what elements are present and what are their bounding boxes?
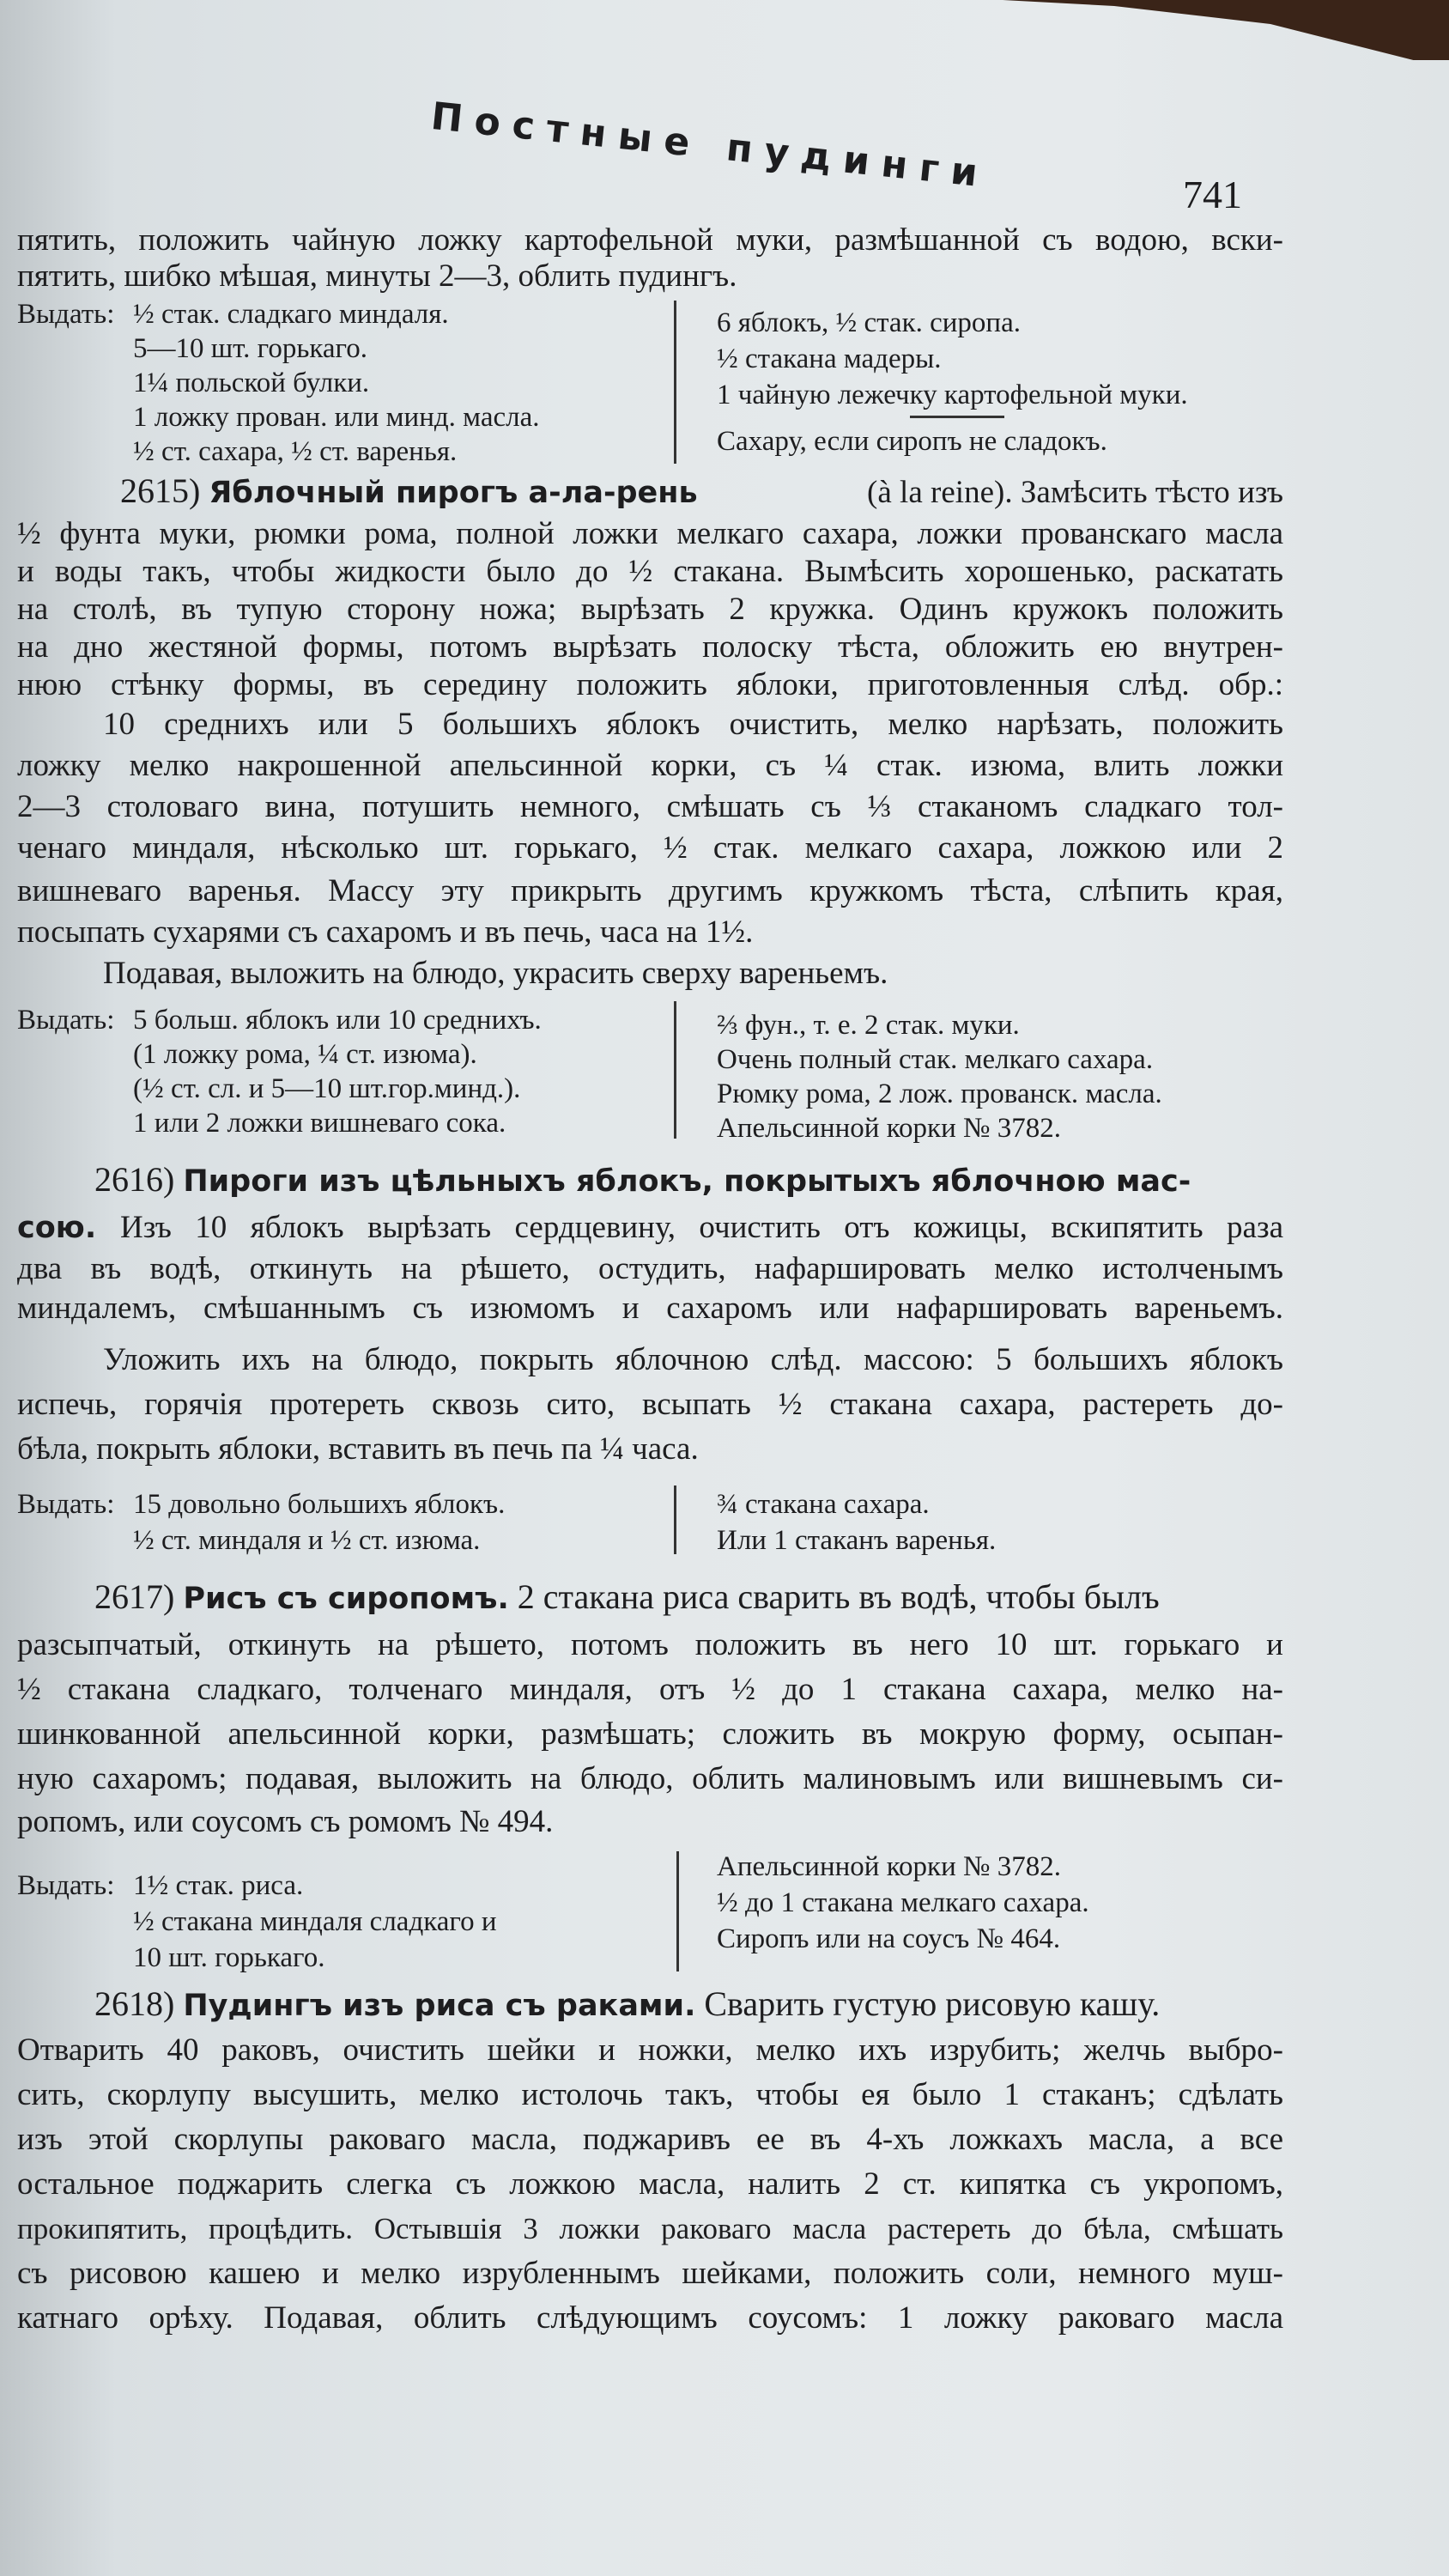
recipe-heading-2616 bbox=[94, 1161, 1191, 1200]
ingredient: 15 довольно большихъ яблокъ. bbox=[133, 1489, 506, 1520]
column-divider bbox=[674, 301, 676, 464]
ingredient: Апельсинной корки № 3782. bbox=[717, 1113, 1061, 1144]
recipe-title: Пироги изъ цѣльныхъ яблокъ, покрытыхъ яблочною мас- bbox=[183, 1164, 1191, 1199]
ingredient: ¾ стакана сахара. bbox=[717, 1489, 930, 1520]
ingredients-label: Выдать: bbox=[17, 299, 115, 330]
recipe-title: Пудингъ изъ риса съ раками. bbox=[183, 1989, 696, 2023]
text-line: 2—3 столоваго вина, потушить немного, смѣшать съ ⅓ стаканомъ сладкаго тол- bbox=[17, 789, 1283, 824]
column-divider bbox=[674, 1485, 676, 1554]
separator-rule bbox=[910, 416, 1004, 418]
text-line: сить, скорлупу высушить, мелко истолочь такъ, чтобы ея было 1 стаканъ; сдѣлать bbox=[17, 2077, 1283, 2112]
ingredient: ⅔ фун., т. е. 2 стак. муки. bbox=[717, 1010, 1020, 1041]
text-line: бѣла, покрыть яблоки, вставить въ печь па ¼ часа. bbox=[17, 1431, 699, 1467]
text-line: миндалемъ, смѣшаннымъ съ изюмомъ и сахаромъ или нафаршировать вареньемъ. bbox=[17, 1291, 1283, 1326]
text-line: пятить, шибко мѣшая, минуты 2—3, облить пудингъ. bbox=[17, 258, 737, 294]
text-line: на дно жестяной формы, потомъ вырѣзать полоску тѣста, обложить ею внутрен- bbox=[17, 629, 1283, 665]
column-divider bbox=[674, 1001, 676, 1139]
text-line: Уложить ихъ на блюдо, покрыть яблочною слѣд. массою: 5 большихъ яблокъ bbox=[103, 1342, 1283, 1377]
page-number: 741 bbox=[1183, 173, 1242, 216]
text-line: на столѣ, въ тупую сторону ножа; вырѣзать 2 кружка. Одинъ кружокъ положить bbox=[17, 592, 1283, 627]
text-line: шинкованной апельсинной корки, размѣшать; сложить въ мокрую форму, осыпан- bbox=[17, 1716, 1283, 1752]
ingredient: 1 чайную лежечку картофельной муки. bbox=[717, 380, 1188, 410]
recipe-number: 2616) bbox=[94, 1160, 175, 1199]
ingredients-label: Выдать: bbox=[17, 1870, 115, 1901]
ingredient: 1½ стак. риса. bbox=[133, 1870, 304, 1901]
ingredient: 5 больш. яблокъ или 10 среднихъ. bbox=[133, 1005, 542, 1036]
recipe-title: Яблочный пирогъ а-ла-рень bbox=[209, 476, 698, 510]
ingredient: ½ ст. миндаля и ½ ст. изюма. bbox=[133, 1525, 481, 1556]
text-line: изъ этой скорлупы раковаго масла, поджаривъ ее въ 4-хъ ложкахъ масла, а все bbox=[17, 2122, 1283, 2157]
recipe-subtitle: (à la reine). Замѣсить тѣсто изъ bbox=[867, 475, 1283, 510]
ingredients-label: Выдать: bbox=[17, 1005, 115, 1036]
text-line: Изъ 10 яблокъ вырѣзать сердцевину, очистить отъ кожицы, вскипятить раза bbox=[120, 1210, 1283, 1245]
recipe-heading-2617 bbox=[94, 1578, 1160, 1618]
text-line: съ рисовою кашею и мелко изрубленнымъ шейками, положить соли, немного муш- bbox=[17, 2256, 1283, 2291]
ingredient: 1 или 2 ложки вишневаго сока. bbox=[133, 1108, 506, 1139]
ingredient: 10 шт. горькаго. bbox=[133, 1942, 325, 1973]
background-edge bbox=[1003, 0, 1449, 60]
text-line: испечь, горячія протереть сквозь сито, всыпать ½ стакана сахара, растереть до- bbox=[17, 1387, 1283, 1422]
text-line: ропомъ, или соусомъ съ ромомъ № 494. bbox=[17, 1804, 554, 1839]
text-line: и воды такъ, чтобы жидкости было до ½ стакана. Вымѣсить хорошенько, раскатать bbox=[17, 554, 1283, 589]
text-line: прокипятить, процѣдить. Остывшія 3 ложки раковаго масла растереть до бѣла, смѣшать bbox=[17, 2212, 1283, 2245]
recipe-title-cont bbox=[17, 1209, 96, 1247]
ingredient: ½ ст. сахара, ½ ст. варенья. bbox=[133, 436, 458, 467]
recipe-number: 2617) bbox=[94, 1577, 175, 1616]
ingredient: 6 яблокъ, ½ стак. сиропа. bbox=[717, 307, 1021, 338]
ingredient: ½ стакана миндаля сладкаго и bbox=[133, 1906, 497, 1937]
ingredient: (1 ложку рома, ¼ ст. изюма). bbox=[133, 1039, 477, 1070]
recipe-number: 2615) bbox=[120, 471, 201, 510]
recipe-heading-2618 bbox=[94, 1985, 1160, 2025]
ingredient: ½ стакана мадеры. bbox=[717, 343, 942, 374]
text-line: ложку мелко накрошенной апельсинной корки, съ ¼ стак. изюма, влить ложки bbox=[17, 748, 1283, 783]
ingredient: Сахару, если сиропъ не сладокъ. bbox=[717, 426, 1107, 457]
ingredient: Очень полный стак. мелкаго сахара. bbox=[717, 1044, 1154, 1075]
text-line: посыпать сухарями съ сахаромъ и въ печь, часа на 1½. bbox=[17, 914, 754, 950]
recipe-heading-2615 bbox=[120, 472, 698, 512]
ingredient: ½ стак. сладкаго миндаля. bbox=[133, 299, 449, 330]
text-line: разсыпчатый, откинуть на рѣшето, потомъ положить въ него 10 шт. горькаго и bbox=[17, 1627, 1283, 1662]
ingredient: 1 ложку прован. или минд. масла. bbox=[133, 402, 540, 433]
recipe-title: Рисъ съ сиропомъ. bbox=[183, 1582, 509, 1616]
column-divider bbox=[676, 1851, 679, 1971]
text-line: нюю стѣнку формы, въ середину положить яблоки, приготовленныя слѣд. обр.: bbox=[17, 667, 1283, 702]
ingredient: 5—10 шт. горькаго. bbox=[133, 333, 368, 364]
recipe-number: 2618) bbox=[94, 1984, 175, 2023]
ingredient: Или 1 стаканъ варенья. bbox=[717, 1525, 997, 1556]
text-line: Подавая, выложить на блюдо, украсить сверху вареньемъ. bbox=[103, 956, 888, 991]
ingredient: Апельсинной корки № 3782. bbox=[717, 1851, 1061, 1882]
ingredient: ½ до 1 стакана мелкаго сахара. bbox=[717, 1887, 1089, 1918]
ingredient: (½ ст. сл. и 5—10 шт.гор.минд.). bbox=[133, 1073, 521, 1104]
text-line: вишневаго варенья. Массу эту прикрыть другимъ кружкомъ тѣста, слѣпить края, bbox=[17, 873, 1283, 908]
text-line: 10 среднихъ или 5 большихъ яблокъ очистить, мелко нарѣзать, положить bbox=[103, 707, 1283, 742]
ingredients-label: Выдать: bbox=[17, 1489, 115, 1520]
recipe-title: сою. bbox=[17, 1211, 97, 1245]
text-line: два въ водѣ, откинуть на рѣшето, остудить, нафаршировать мелко истолченымъ bbox=[17, 1251, 1283, 1286]
text-line: 2 стакана риса сварить въ водѣ, чтобы былъ bbox=[517, 1577, 1160, 1616]
text-line: Сварить густую рисовую кашу. bbox=[704, 1984, 1161, 2023]
text-line: катнаго орѣху. Подавая, облить слѣдующимъ соусомъ: 1 ложку раковаго масла bbox=[17, 2300, 1283, 2336]
text-line: пятить, положить чайную ложку картофельной муки, размѣшанной съ водою, вски- bbox=[17, 222, 1283, 258]
text-line: ½ стакана сладкаго, толченаго миндаля, отъ ½ до 1 стакана сахара, мелко на- bbox=[17, 1672, 1283, 1707]
text-line: ½ фунта муки, рюмки рома, полной ложки мелкаго сахара, ложки прованскаго масла bbox=[17, 516, 1283, 551]
ingredient: Сиропъ или на соусъ № 464. bbox=[717, 1923, 1061, 1954]
text-line: ную сахаромъ; подавая, выложить на блюдо, облить малиновымъ или вишневымъ си- bbox=[17, 1761, 1283, 1796]
text-line: остальное поджарить слегка съ ложкою масла, налить 2 ст. кипятка съ укропомъ, bbox=[17, 2166, 1283, 2202]
ingredient: 1¼ польской булки. bbox=[133, 368, 370, 398]
running-header: Постные пудинги bbox=[428, 94, 992, 197]
ingredient: Рюмку рома, 2 лож. прованск. масла. bbox=[717, 1078, 1162, 1109]
text-line: ченаго миндаля, нѣсколько шт. горькаго, ½ стак. мелкаго сахара, ложкою или 2 bbox=[17, 830, 1283, 866]
text-line: Отварить 40 раковъ, очистить шейки и ножки, мелко ихъ изрубить; желчь выбро- bbox=[17, 2032, 1283, 2068]
